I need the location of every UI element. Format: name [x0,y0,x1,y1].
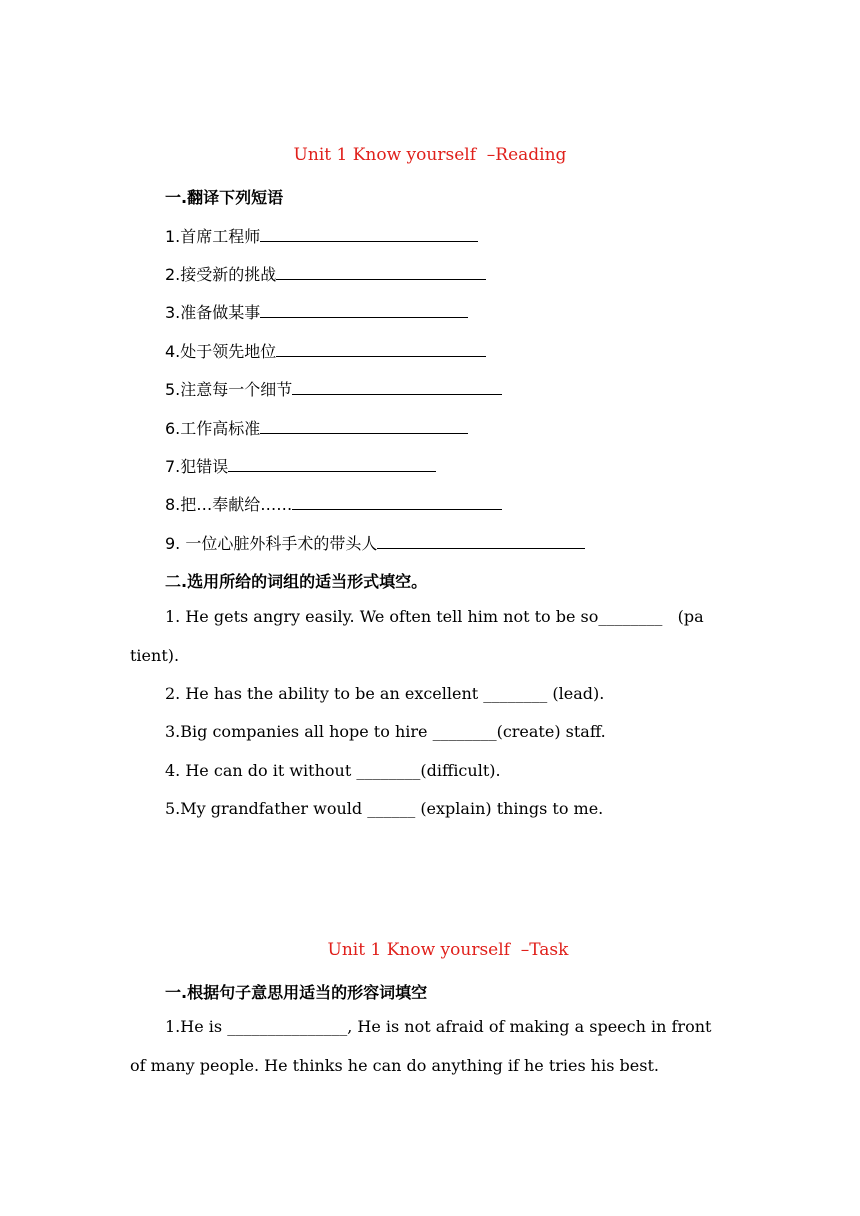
answer-blank [292,380,502,395]
fill-question-3: 3.Big companies all hope to hire ________(create) staff. [165,722,606,741]
section1-heading: 一.翻译下列短语 [165,188,284,207]
translate-item-3 [165,300,468,323]
fill-question-4: 4. He can do it without ________(difficult). [165,761,501,780]
fill-question-5: 5.My grandfather would ______ (explain) things to me. [165,799,604,818]
item-text: 1.首席工程师 [165,227,261,246]
item-text: 7.犯错误 [165,457,229,476]
translate-item-1 [165,224,478,247]
item-text: 5.注意每一个细节 [165,380,293,399]
answer-blank [228,457,436,472]
task-question-1-line2: of many people. He thinks he can do anything if he tries his best. [130,1056,659,1075]
task-title: Unit 1 Know yourself –Task [327,940,569,960]
answer-blank [377,534,585,549]
translate-item-4 [165,339,486,362]
answer-blank [276,265,486,280]
section2-heading: 二.选用所给的词组的适当形式填空。 [165,572,428,591]
item-text: 9. 一位心脏外科手术的带头人 [165,534,378,553]
translate-item-7 [165,454,436,477]
fill-question-2: 2. He has the ability to be an excellent ________ (lead). [165,684,605,703]
answer-blank [292,495,502,510]
fill-question-1-line1: 1. He gets angry easily. We often tell him not to be so________ (pa [165,607,704,626]
answer-blank [276,342,486,357]
translate-item-8 [165,492,502,515]
reading-title: Unit 1 Know yourself –Reading [293,145,567,165]
item-text: 2.接受新的挑战 [165,265,277,284]
task-heading: 一.根据句子意思用适当的形容词填空 [165,983,428,1002]
answer-blank [260,419,468,434]
item-text: 6.工作高标准 [165,419,261,438]
translate-item-2 [165,262,486,285]
translate-item-5 [165,377,502,400]
item-text: 3.准备做某事 [165,303,261,322]
item-text: 4.处于领先地位 [165,342,277,361]
task-question-1-line1: 1.He is _______________, He is not afraid of making a speech in front [165,1017,712,1036]
item-text: 8.把…奉献给…… [165,495,293,514]
fill-question-1-line2: tient). [130,646,180,665]
translate-item-9 [165,531,585,554]
translate-item-6 [165,416,468,439]
answer-blank [260,303,468,318]
answer-blank [260,227,478,242]
